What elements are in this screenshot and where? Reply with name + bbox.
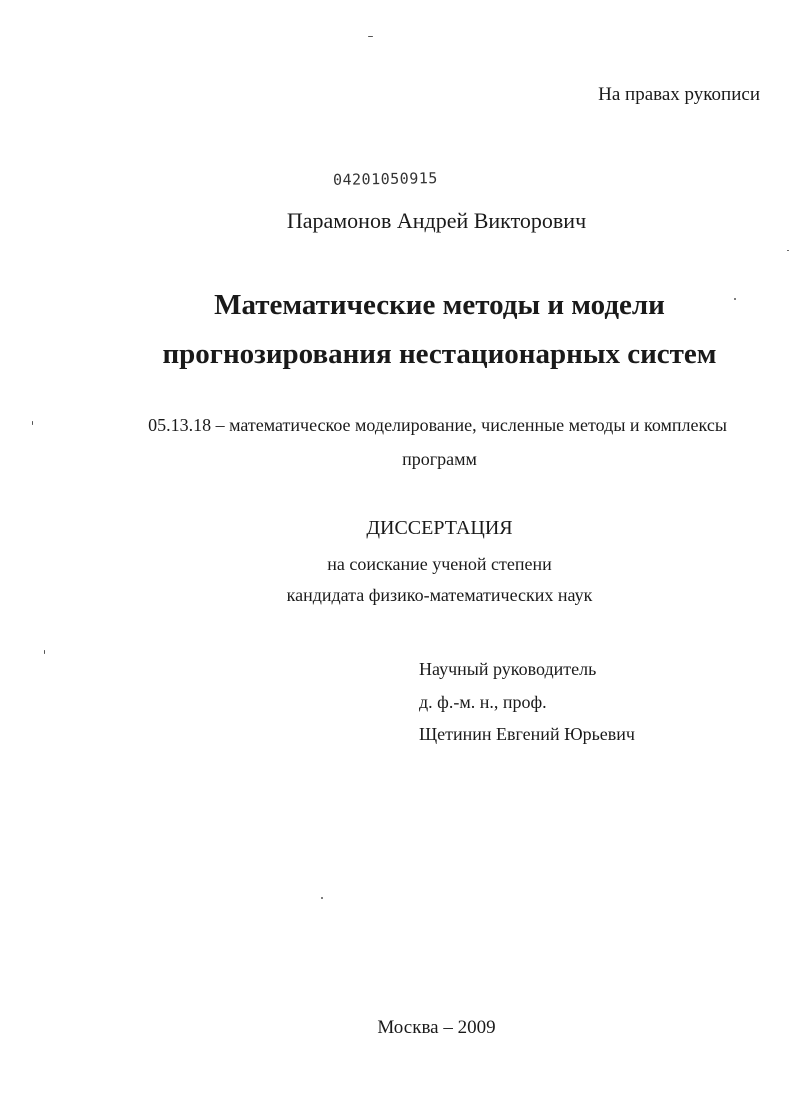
author-name: Парамонов Андрей Викторович bbox=[286, 208, 587, 233]
city-year: Москва – 2009 bbox=[377, 1017, 496, 1038]
scan-speck bbox=[734, 298, 736, 300]
dissertation-label: ДИССЕРТАЦИЯ bbox=[366, 517, 513, 539]
degree-line-1: на соискание ученой степени bbox=[327, 554, 552, 574]
scan-speck bbox=[321, 897, 323, 899]
title-line-1: Математические методы и модели bbox=[214, 289, 665, 321]
specialty-line-2: программ bbox=[402, 449, 477, 469]
specialty-line-1: 05.13.18 – математическое моделирование, численные методы и комплексы bbox=[148, 415, 727, 435]
scan-speck bbox=[787, 250, 789, 251]
supervisor-role: Научный руководитель bbox=[419, 659, 597, 679]
degree-line-2: кандидата физико-математических наук bbox=[286, 585, 593, 605]
rights-note: На правах рукописи bbox=[598, 84, 760, 105]
scan-speck bbox=[44, 650, 45, 654]
scan-speck bbox=[32, 421, 33, 425]
supervisor-credentials: д. ф.-м. н., проф. bbox=[419, 692, 547, 712]
title-line-2: прогнозирования нестационарных систем bbox=[162, 338, 717, 370]
inventory-stamp: 04201050915 bbox=[332, 169, 438, 189]
scan-speck bbox=[368, 36, 373, 37]
supervisor-name: Щетинин Евгений Юрьевич bbox=[419, 724, 635, 744]
